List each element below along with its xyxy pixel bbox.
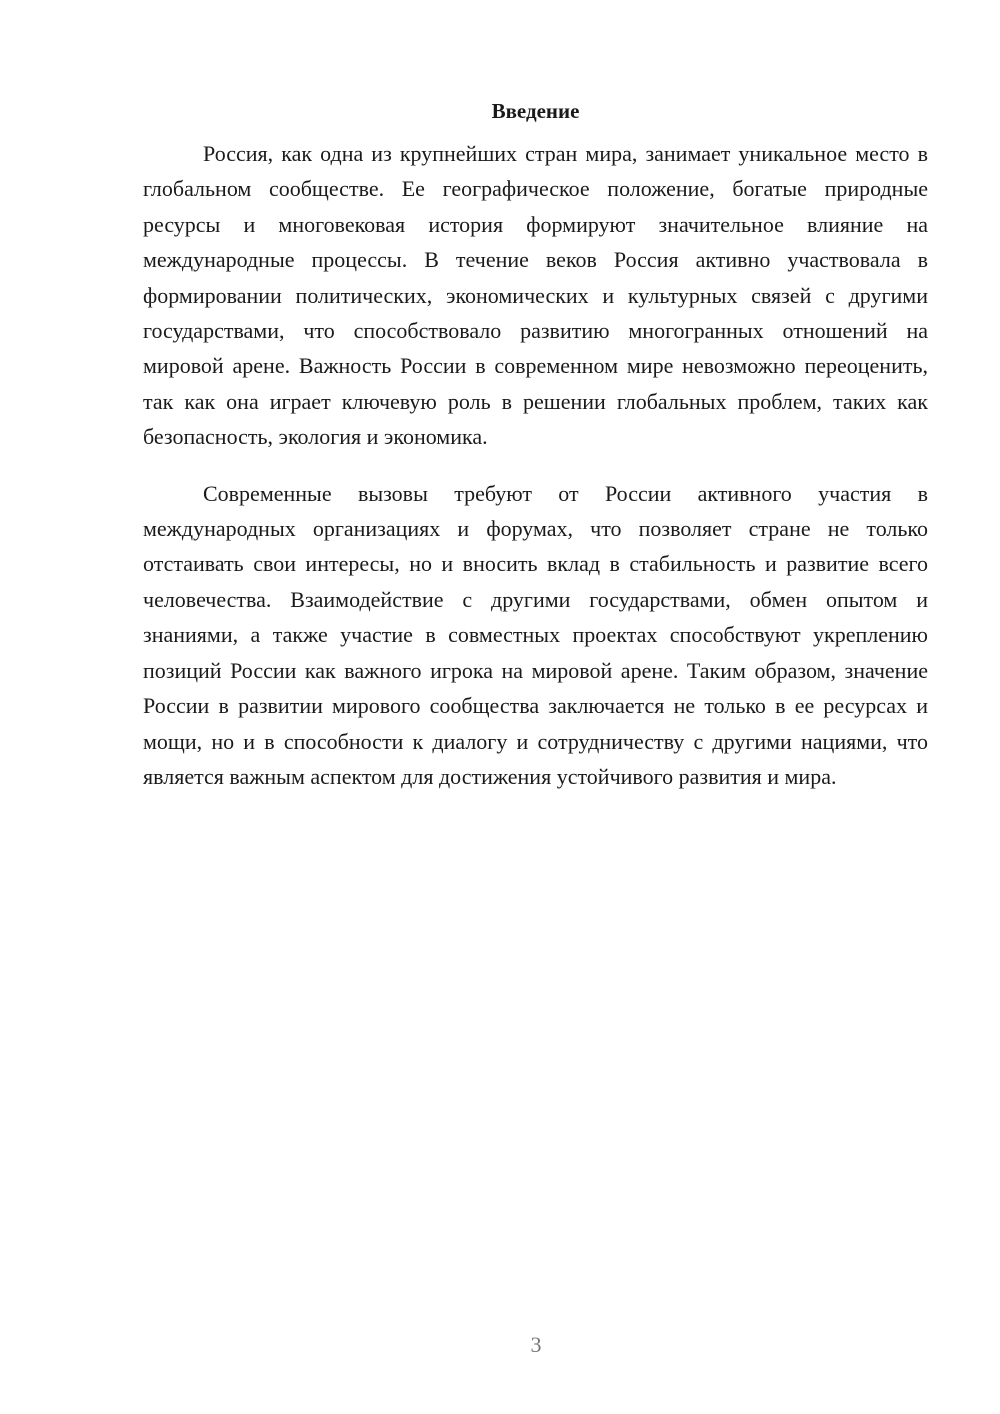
paragraph-1: Россия, как одна из крупнейших стран мира, занимает уникальное место в глобальном сообществе. Ее географическое положение, богатые природные ресурсы и многовековая история формируют значительное влияние на международные процессы. В течение веков Россия активно участвовала в формировании политических, экономических и культурных связей с другими государствами, что способствовало развитию многогранных отношений на мировой арене. Важность России в современном мире невозможно переоценить, так как она играет ключевую роль в решении глобальных проблем, таких как безопасность, экология и экономика.	[143, 141, 928, 450]
page-number: 3	[530, 1332, 542, 1357]
section-heading: Введение	[491, 99, 580, 123]
paragraph-2: Современные вызовы требуют от России активного участия в международных организациях и форумах, что позволяет стране не только отстаивать свои интересы, но и вносить вклад в стабильность и развитие всего человечества. Взаимодействие с другими государствами, обмен опытом и знаниями, а также участие в совместных проектах способствуют укреплению позиций России как важного игрока на мировой арене. Таким образом, значение России в развитии мирового сообщества заключается не только в ее ресурсах и мощи, но и в способности к диалогу и сотрудничеству с другими нациями, что является важным аспектом для достижения устойчивого развития и мира.	[143, 480, 928, 789]
page-content	[143, 96, 928, 794]
